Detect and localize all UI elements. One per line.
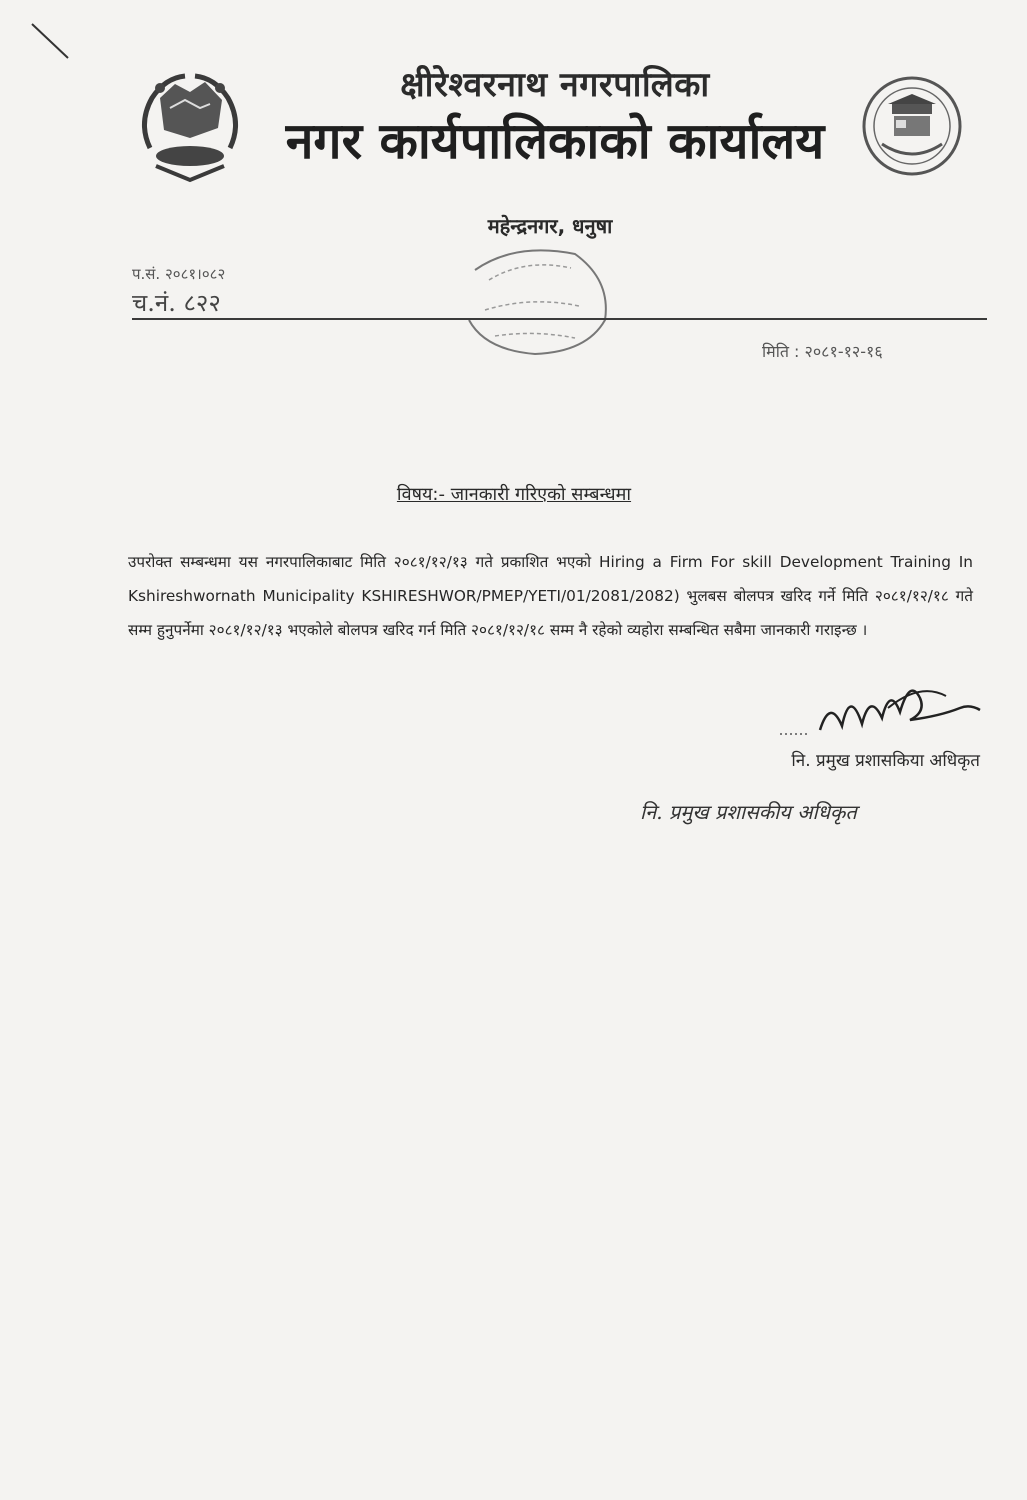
signatory-designation: नि. प्रमुख प्रशासकिया अधिकृत bbox=[791, 751, 980, 771]
pen-mark-icon bbox=[20, 18, 80, 68]
municipality-name: क्षीरेश्वरनाथ नगरपालिका bbox=[400, 65, 710, 105]
office-stamp-icon bbox=[455, 240, 615, 360]
nepal-government-emblem-icon bbox=[130, 68, 250, 183]
letter-subject: विषय:- जानकारी गरिएको सम्बन्धमा bbox=[396, 484, 632, 505]
letter-body: उपरोक्त सम्बन्धमा यस नगरपालिकाबाट मिति २०८१/१२/१३ गते प्रकाशित भएको Hiring a Firm For skill Development Training In Kshireshwornath Municipality KSHIRESHWOR/PMEP/YETI/01/2081/2082) भुलबस बोलपत्र खरिद गर्ने मिति २०८१/१२/१८ गते सम्म हुनुपर्नेमा २०८१/१२/१३ भएकोले बोलपत्र खरिद गर्न मिति २०८१/१२/१८ सम्म नै रहेको व्यहोरा सम्बन्धित सबैमा जानकारी गराइन्छ । bbox=[128, 553, 973, 639]
letter-date: मिति : २०८१-१२-१६ bbox=[762, 342, 883, 361]
municipality-seal-icon bbox=[860, 74, 964, 178]
office-name: नगर कार्यपालिकाको कार्यालय bbox=[285, 112, 825, 170]
office-location: महेन्द्रनगर, धनुषा bbox=[487, 214, 613, 238]
handwritten-signature-icon bbox=[770, 668, 990, 748]
dispatch-number: च.नं. ८२२ bbox=[132, 289, 221, 317]
letterhead-divider bbox=[132, 318, 987, 320]
letter-number: प.सं. २०८१।०८२ bbox=[132, 265, 226, 283]
reference-block bbox=[132, 264, 226, 317]
signatory-designation-handwritten: नि. प्रमुख प्रशासकीय अधिकृत bbox=[640, 800, 857, 824]
